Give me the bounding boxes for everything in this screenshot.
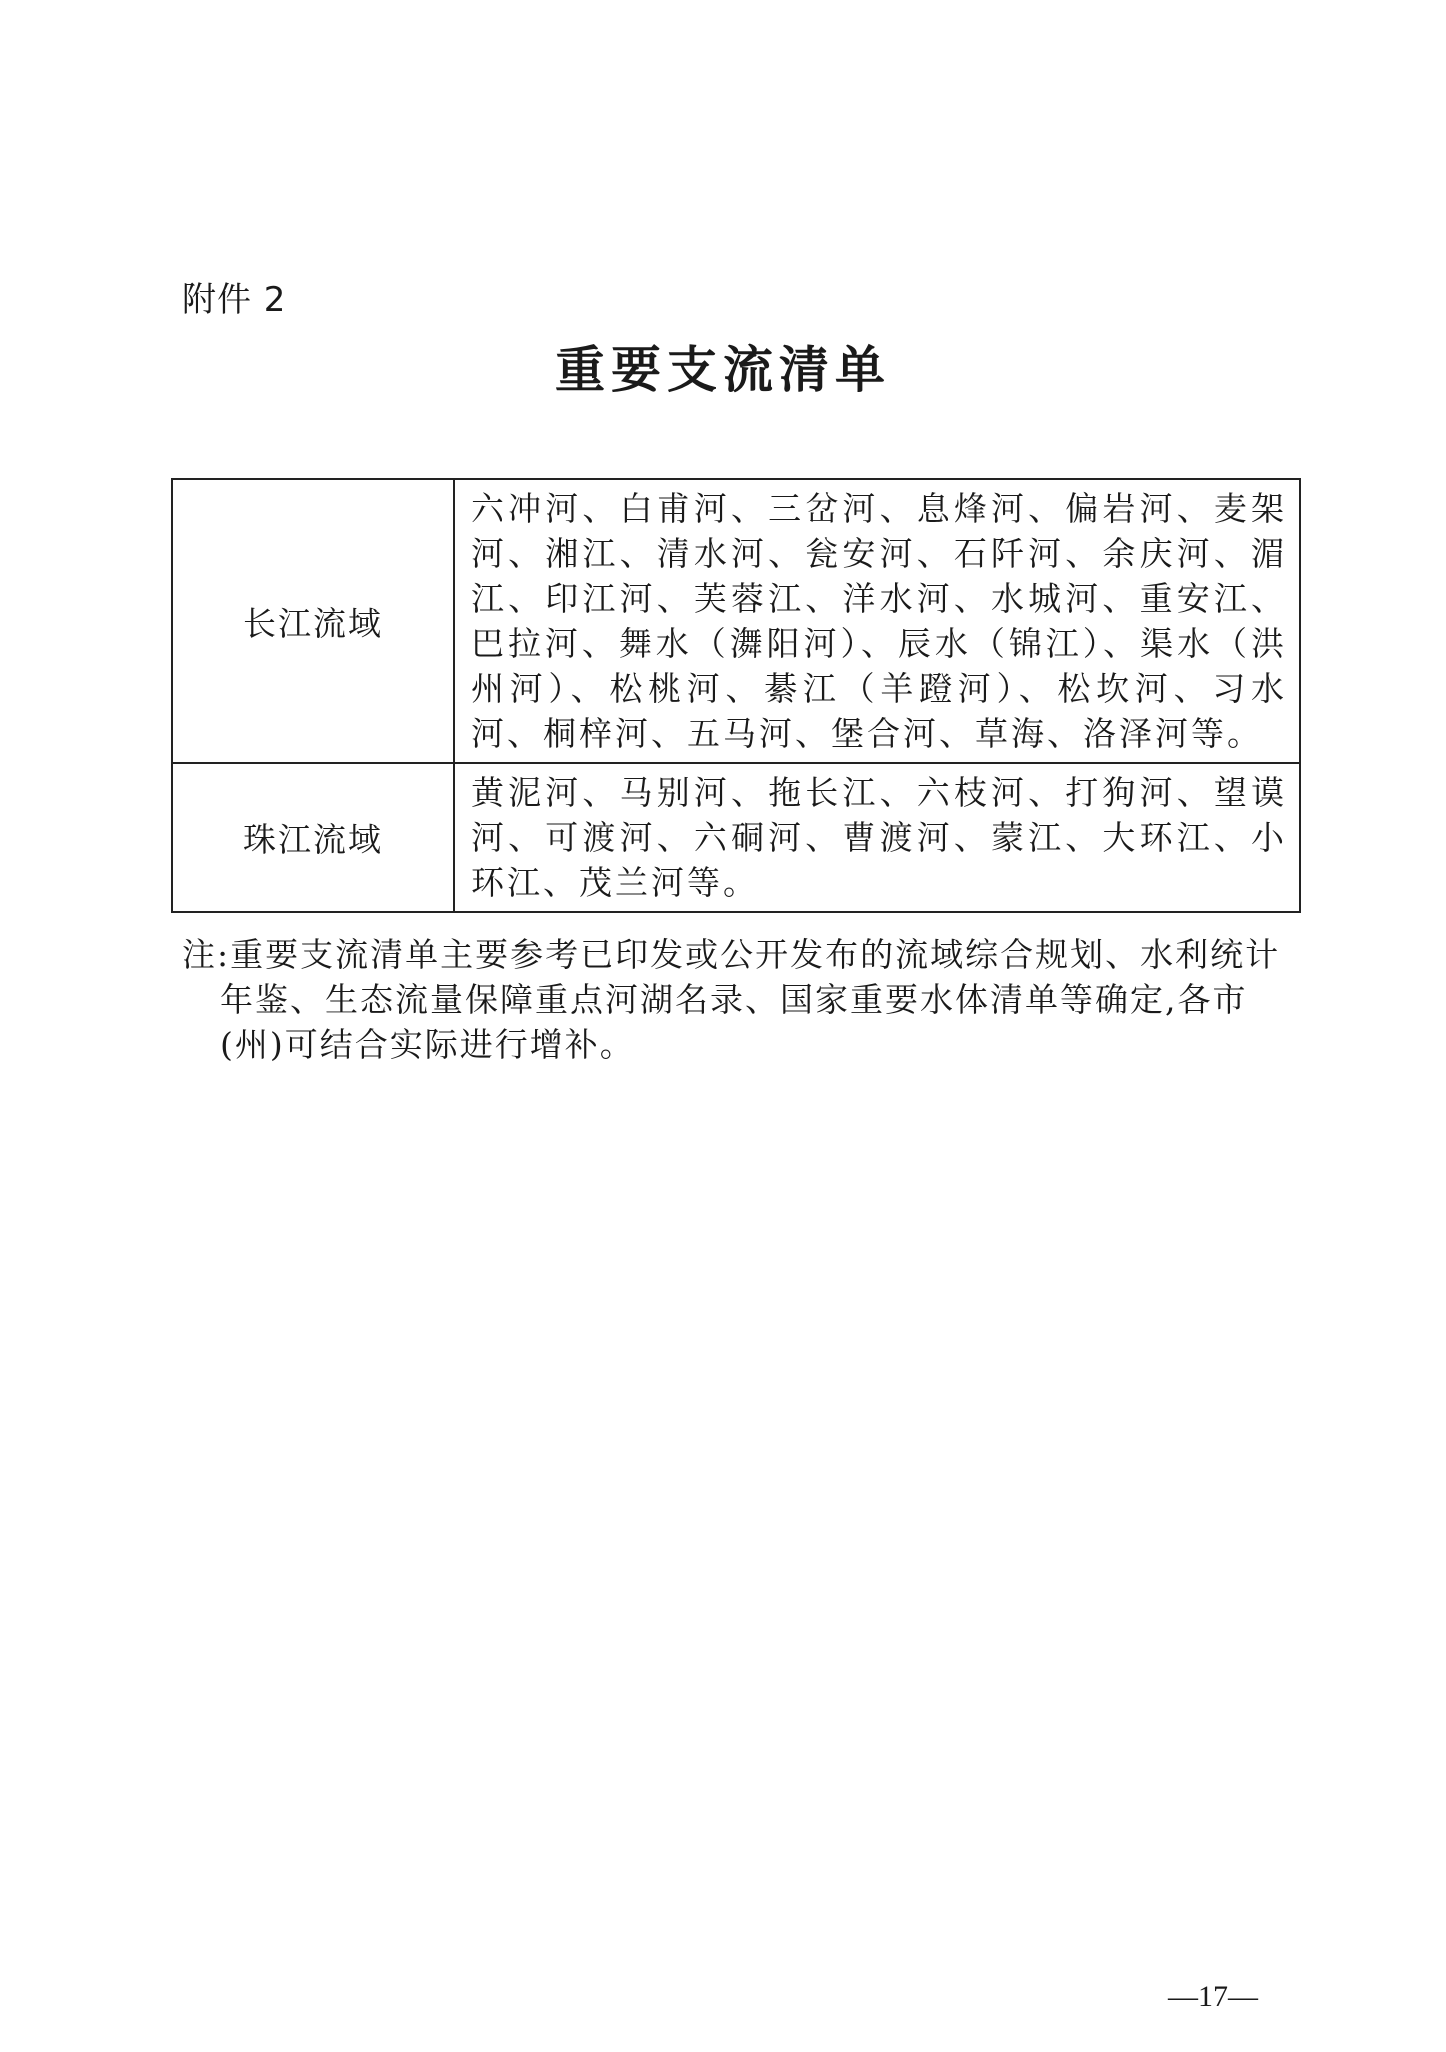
river-list: 黄泥河、马别河、拖长江、六枝河、打狗河、望谟河、可渡河、六硐河、曹渡河、蒙江、大环江、小环江、茂兰河等。: [454, 763, 1300, 912]
basin-name: 珠江流域: [172, 763, 454, 912]
table-row: [172, 763, 1300, 912]
page-number: —17—: [1168, 1980, 1258, 2013]
note-continuation: 年鉴、生态流量保障重点河湖名录、国家重要水体清单等确定,各市(州)可结合实际进行增补。: [220, 980, 1248, 1064]
tributary-table: [171, 478, 1301, 913]
note-first-line: 注:重要支流清单主要参考已印发或公开发布的流域综合规划、水利统计: [182, 935, 1281, 974]
table-row: [172, 479, 1300, 763]
note: [182, 932, 1302, 1067]
page-title: 重要支流清单: [555, 341, 891, 399]
river-list: 六冲河、白甫河、三岔河、息烽河、偏岩河、麦架河、湘江、清水河、瓮安河、石阡河、余庆河、湄江、印江河、芙蓉江、洋水河、水城河、重安江、巴拉河、舞水（㵲阳河）、辰水（锦江）、渠水（洪州河）、松桃河、綦江（羊蹬河）、松坎河、习水河、桐梓河、五马河、堡合河、草海、洛泽河等。: [454, 479, 1300, 763]
basin-name: 长江流域: [172, 479, 454, 763]
attachment-label: 附件 2: [182, 280, 287, 320]
